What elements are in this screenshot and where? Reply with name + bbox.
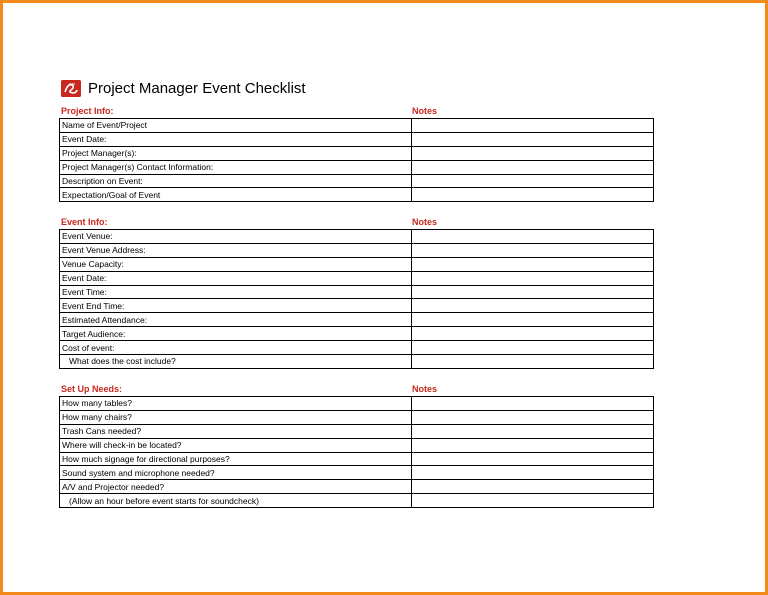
notes-cell[interactable] bbox=[412, 327, 654, 341]
table-row bbox=[60, 285, 654, 299]
table-row bbox=[60, 271, 654, 285]
notes-cell[interactable] bbox=[412, 438, 654, 452]
section-header bbox=[59, 216, 653, 229]
row-label: What does the cost include? bbox=[60, 355, 412, 369]
row-label: How many chairs? bbox=[60, 410, 412, 424]
row-label: Event Venue: bbox=[60, 230, 412, 244]
checklist-table bbox=[59, 396, 654, 508]
row-label: How much signage for directional purposes? bbox=[60, 452, 412, 466]
row-label: Target Audience: bbox=[60, 327, 412, 341]
notes-cell[interactable] bbox=[412, 257, 654, 271]
table-row bbox=[60, 146, 654, 160]
section-heading: Project Info: bbox=[61, 106, 114, 116]
row-label: Estimated Attendance: bbox=[60, 313, 412, 327]
table-row bbox=[60, 327, 654, 341]
section-project-info bbox=[59, 105, 653, 202]
notes-heading: Notes bbox=[412, 217, 438, 227]
table-row bbox=[60, 397, 654, 411]
table-row bbox=[60, 188, 654, 202]
notes-cell[interactable] bbox=[412, 230, 654, 244]
row-label: A/V and Projector needed? bbox=[60, 480, 412, 494]
section-heading: Set Up Needs: bbox=[61, 384, 123, 394]
row-label: Event Date: bbox=[60, 132, 412, 146]
notes-cell[interactable] bbox=[412, 146, 654, 160]
notes-cell[interactable] bbox=[412, 494, 654, 508]
notes-cell[interactable] bbox=[412, 285, 654, 299]
row-label: Event Time: bbox=[60, 285, 412, 299]
section-heading: Event Info: bbox=[61, 217, 108, 227]
notes-cell[interactable] bbox=[412, 480, 654, 494]
table-row bbox=[60, 313, 654, 327]
row-label: Project Manager(s) Contact Information: bbox=[60, 160, 412, 174]
table-row bbox=[60, 452, 654, 466]
notes-cell[interactable] bbox=[412, 466, 654, 480]
notes-cell[interactable] bbox=[412, 299, 654, 313]
notes-cell[interactable] bbox=[412, 119, 654, 133]
notes-cell[interactable] bbox=[412, 355, 654, 369]
row-label: Event Venue Address: bbox=[60, 243, 412, 257]
notes-cell[interactable] bbox=[412, 243, 654, 257]
notes-cell[interactable] bbox=[412, 424, 654, 438]
table-row bbox=[60, 132, 654, 146]
row-label: Description on Event: bbox=[60, 174, 412, 188]
table-row bbox=[60, 119, 654, 133]
table-row bbox=[60, 299, 654, 313]
section-set-up-needs bbox=[59, 383, 653, 508]
notes-cell[interactable] bbox=[412, 188, 654, 202]
row-label: Event Date: bbox=[60, 271, 412, 285]
row-label: Trash Cans needed? bbox=[60, 424, 412, 438]
checklist-table bbox=[59, 118, 654, 202]
notes-cell[interactable] bbox=[412, 174, 654, 188]
document-header bbox=[61, 77, 306, 99]
section-event-info bbox=[59, 216, 653, 369]
section-header bbox=[59, 105, 653, 118]
row-label: Event End Time: bbox=[60, 299, 412, 313]
table-row bbox=[60, 230, 654, 244]
notes-cell[interactable] bbox=[412, 313, 654, 327]
notes-cell[interactable] bbox=[412, 132, 654, 146]
table-row bbox=[60, 480, 654, 494]
table-row bbox=[60, 424, 654, 438]
table-row bbox=[60, 410, 654, 424]
table-row bbox=[60, 174, 654, 188]
table-row bbox=[60, 243, 654, 257]
notes-cell[interactable] bbox=[412, 452, 654, 466]
row-label: Sound system and microphone needed? bbox=[60, 466, 412, 480]
notes-heading: Notes bbox=[412, 384, 438, 394]
table-row bbox=[60, 355, 654, 369]
table-row bbox=[60, 494, 654, 508]
checklist-table bbox=[59, 229, 654, 369]
section-header bbox=[59, 383, 653, 396]
row-label: Expectation/Goal of Event bbox=[60, 188, 412, 202]
row-label: (Allow an hour before event starts for soundcheck) bbox=[60, 494, 412, 508]
table-row bbox=[60, 466, 654, 480]
row-label: Project Manager(s): bbox=[60, 146, 412, 160]
notes-cell[interactable] bbox=[412, 397, 654, 411]
notes-cell[interactable] bbox=[412, 341, 654, 355]
notes-cell[interactable] bbox=[412, 160, 654, 174]
row-label: Name of Event/Project bbox=[60, 119, 412, 133]
row-label: Where will check-in be located? bbox=[60, 438, 412, 452]
table-row bbox=[60, 438, 654, 452]
row-label: Cost of event: bbox=[60, 341, 412, 355]
notes-cell[interactable] bbox=[412, 271, 654, 285]
table-row bbox=[60, 341, 654, 355]
notes-cell[interactable] bbox=[412, 410, 654, 424]
table-row bbox=[60, 160, 654, 174]
page-title: Project Manager Event Checklist bbox=[88, 79, 306, 97]
notes-heading: Notes bbox=[412, 106, 438, 116]
table-row bbox=[60, 257, 654, 271]
row-label: Venue Capacity: bbox=[60, 257, 412, 271]
row-label: How many tables? bbox=[60, 397, 412, 411]
document-logo-icon bbox=[61, 80, 81, 97]
